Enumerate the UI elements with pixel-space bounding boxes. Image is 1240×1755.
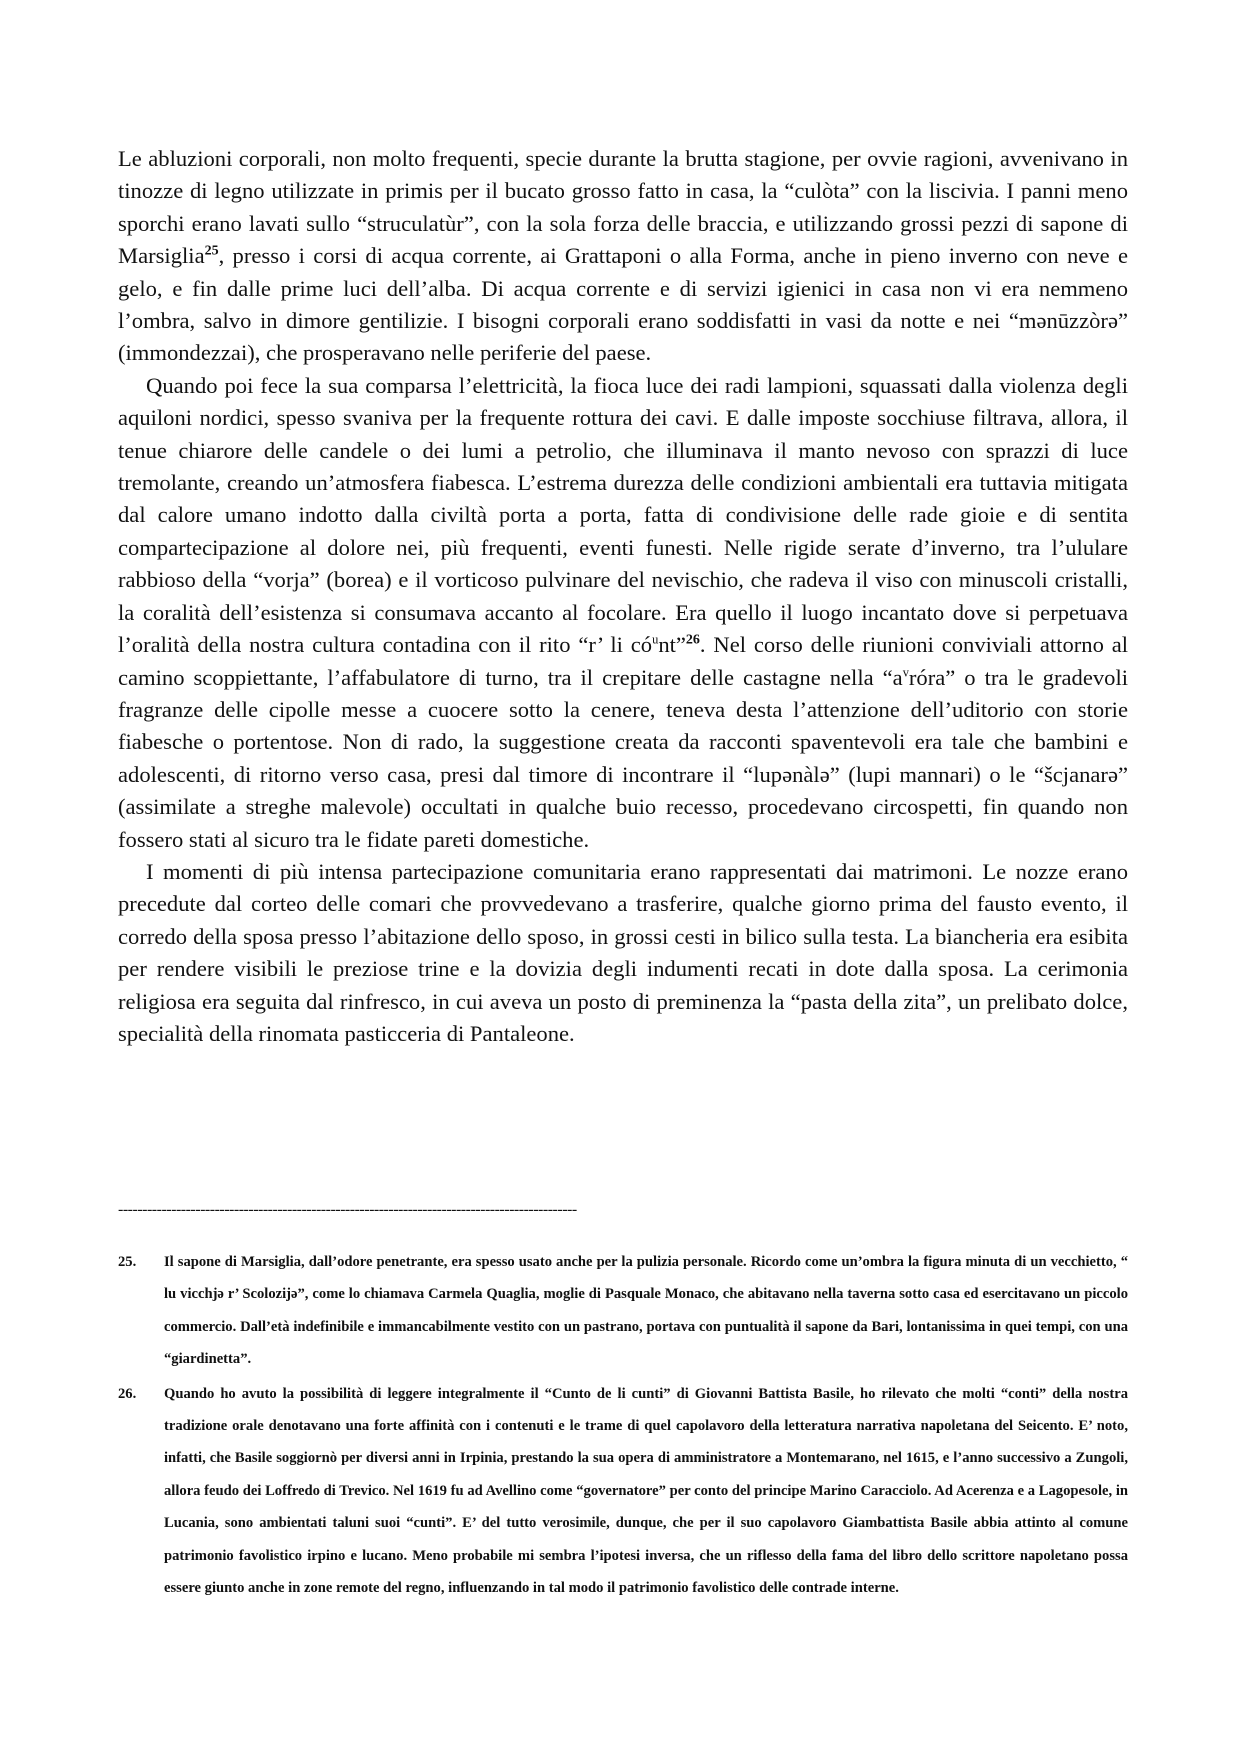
footnote-separator: ----------------------------------------------------------------------------------------------- bbox=[118, 1201, 577, 1218]
paragraph-1 bbox=[118, 143, 1128, 370]
paragraph-2-text-mid: nt” bbox=[658, 632, 686, 658]
footnote-text: Quando ho avuto la possibilità di leggere integralmente il “Cunto de li cunti” di Giovanni Battista Basile, ho rilevato che molti “conti” della nostra tradizione orale denotavano una forte affinità con i contenuti e le trame di quel capolavoro della letteratura narrativa napoletana del Seicento. E’ noto, infatti, che Basile soggiornò per diversi anni in Irpinia, prestando la sua opera di amministratore a Montemarano, nel 1615, e l’anno successivo a Zungoli, allora feudo dei Loffredo di Trevico. Nel 1619 fu ad Avellino come “governatore” per conto del principe Marino Caracciolo. Ad Acerenza e a Lagopesole, in Lucania, sono ambientati taluni suoi “cunti”. E’ del tutto verosimile, dunque, che per il suo capolavoro Giambattista Basile abbia attinto al comune patrimonio favolistico irpino e lucano. Meno probabile mi sembra l’ipotesi inversa, che un riflesso della fama del libro dello scrittore napoletano possa essere giunto anche in zone remote del regno, influenzando in tal modo il patrimonio favolistico delle contrade interne. bbox=[164, 1385, 1128, 1597]
footnote-ref-25[interactable]: 25 bbox=[204, 243, 219, 259]
footnote-text: Il sapone di Marsiglia, dall’odore penetrante, era spesso usato anche per la pulizia personale. Ricordo come un’ombra la figura minuta di un vecchietto, “ lu vicchjə r’ Scolozijə”, come lo chiamava Carmela Quaglia, moglie di Pasquale Monaco, che abitavano nella taverna sotto casa ed esercitavano un piccolo commercio. Dall’età indefinibile e immancabilmente vestito con un pastrano, portava con puntualità il sapone da Bari, lontanissima in quei tempi, con una “giardinetta”. bbox=[164, 1254, 1128, 1368]
superscript-u: u bbox=[652, 632, 659, 647]
paragraph-2-text-a: Quando poi fece la sua comparsa l’elettricità, la fioca luce dei radi lampioni, squassati dalla violenza degli aquiloni nordici, spesso svaniva per la frequente rottura dei cavi. E dalle imposte socchiuse filtrava, allora, il tenue chiarore delle candele o dei lumi a petrolio, che illuminava il manto nevoso con sprazzi di luce tremolante, creando un’atmosfera fiabesca. L’estrema durezza delle condizioni ambientali era tuttavia mitigata dal calore umano indotto dalla civiltà porta a porta, fatta di condivisione delle rade gioie e di sentita compartecipazione al dolore nei, più frequenti, eventi funesti. Nelle rigide serate d’inverno, tra l’ululare rabbioso della “vorja” (borea) e il vorticoso pulvinare del nevischio, che radeva il viso con minuscoli cristalli, la coralità dell’esistenza si consumava accanto al focolare. Era quello il luogo incantato dove si perpetuava l’oralità della nostra cultura contadina con il rito “r’ li có bbox=[118, 372, 1128, 658]
paragraph-2-text-c: róra” o tra le gradevoli fragranze delle cipolle messe a cuocere sotto la cenere, teneva desta l’attenzione dell’uditorio con storie fiabesche o portentose. Non di rado, la suggestione creata da racconti spaventevoli era tale che bambini e adolescenti, di ritorno verso casa, presi dal timore di incontrare il “lupənàlə” (lupi mannari) o le “šcjanarə” (assimilate a streghe malevole) occultati in qualche buio recesso, procedevano circospetti, fin quando non fossero stati al sicuro tra le fidate pareti domestiche. bbox=[118, 664, 1129, 852]
superscript-v: v bbox=[902, 664, 909, 679]
body-text bbox=[118, 143, 1128, 1050]
paragraph-1-text-a: Le abluzioni corporali, non molto frequenti, specie durante la brutta stagione, per ovvie ragioni, avvenivano in tinozze di legno utilizzate in primis per il bucato grosso fatto in casa, la “culòta” con la liscivia. I panni meno sporchi erano lavati sullo “struculatùr”, con la sola forza delle braccia, e utilizzando grossi pezzi di sapone di Marsiglia bbox=[118, 146, 1128, 269]
paragraph-3: I momenti di più intensa partecipazione comunitaria erano rappresentati dai matrimoni. Le nozze erano precedute dal corteo delle comari che provvedevano a trasferire, qualche giorno prima del fausto evento, il corredo della sposa presso l’abitazione dello sposo, in grossi cesti in bilico sulla testa. La biancheria era esibita per rendere visibili le preziose trine e la dovizia degli indumenti recati in dote dalla sposa. La cerimonia religiosa era seguita dal rinfresco, in cui aveva un posto di preminenza la “pasta della zita”, un prelibato dolce, specialità della rinomata pasticceria di Pantaleone. bbox=[118, 858, 1128, 1046]
footnote-number: 26. bbox=[118, 1385, 137, 1402]
footnote-number: 25. bbox=[118, 1254, 137, 1270]
paragraph-1-text-b: , presso i corsi di acqua corrente, ai Grattaponi o alla Forma, anche in pieno inverno con neve e gelo, e fin dalle prime luci dell’alba. Di acqua corrente e di servizi igienici in casa non vi era nemmeno l’ombra, salvo in dimore gentilizie. I bisogni corporali erano soddisfatti in vasi da notte e nei “mənūzzòrə” (immondezzai), che prosperavano nelle periferie del paese. bbox=[118, 243, 1128, 366]
footnote-25 bbox=[118, 1246, 1128, 1376]
footnote-26 bbox=[118, 1378, 1128, 1605]
footnote-ref-26[interactable]: 26 bbox=[685, 632, 700, 648]
paragraph-2 bbox=[118, 370, 1128, 856]
footnotes bbox=[118, 1246, 1128, 1606]
paragraph-2-text-b: . Nel corso delle riunioni conviviali attorno al camino scoppiettante, l’affabulatore di turno, tra il crepitare delle castagne nella “a bbox=[118, 632, 1128, 690]
